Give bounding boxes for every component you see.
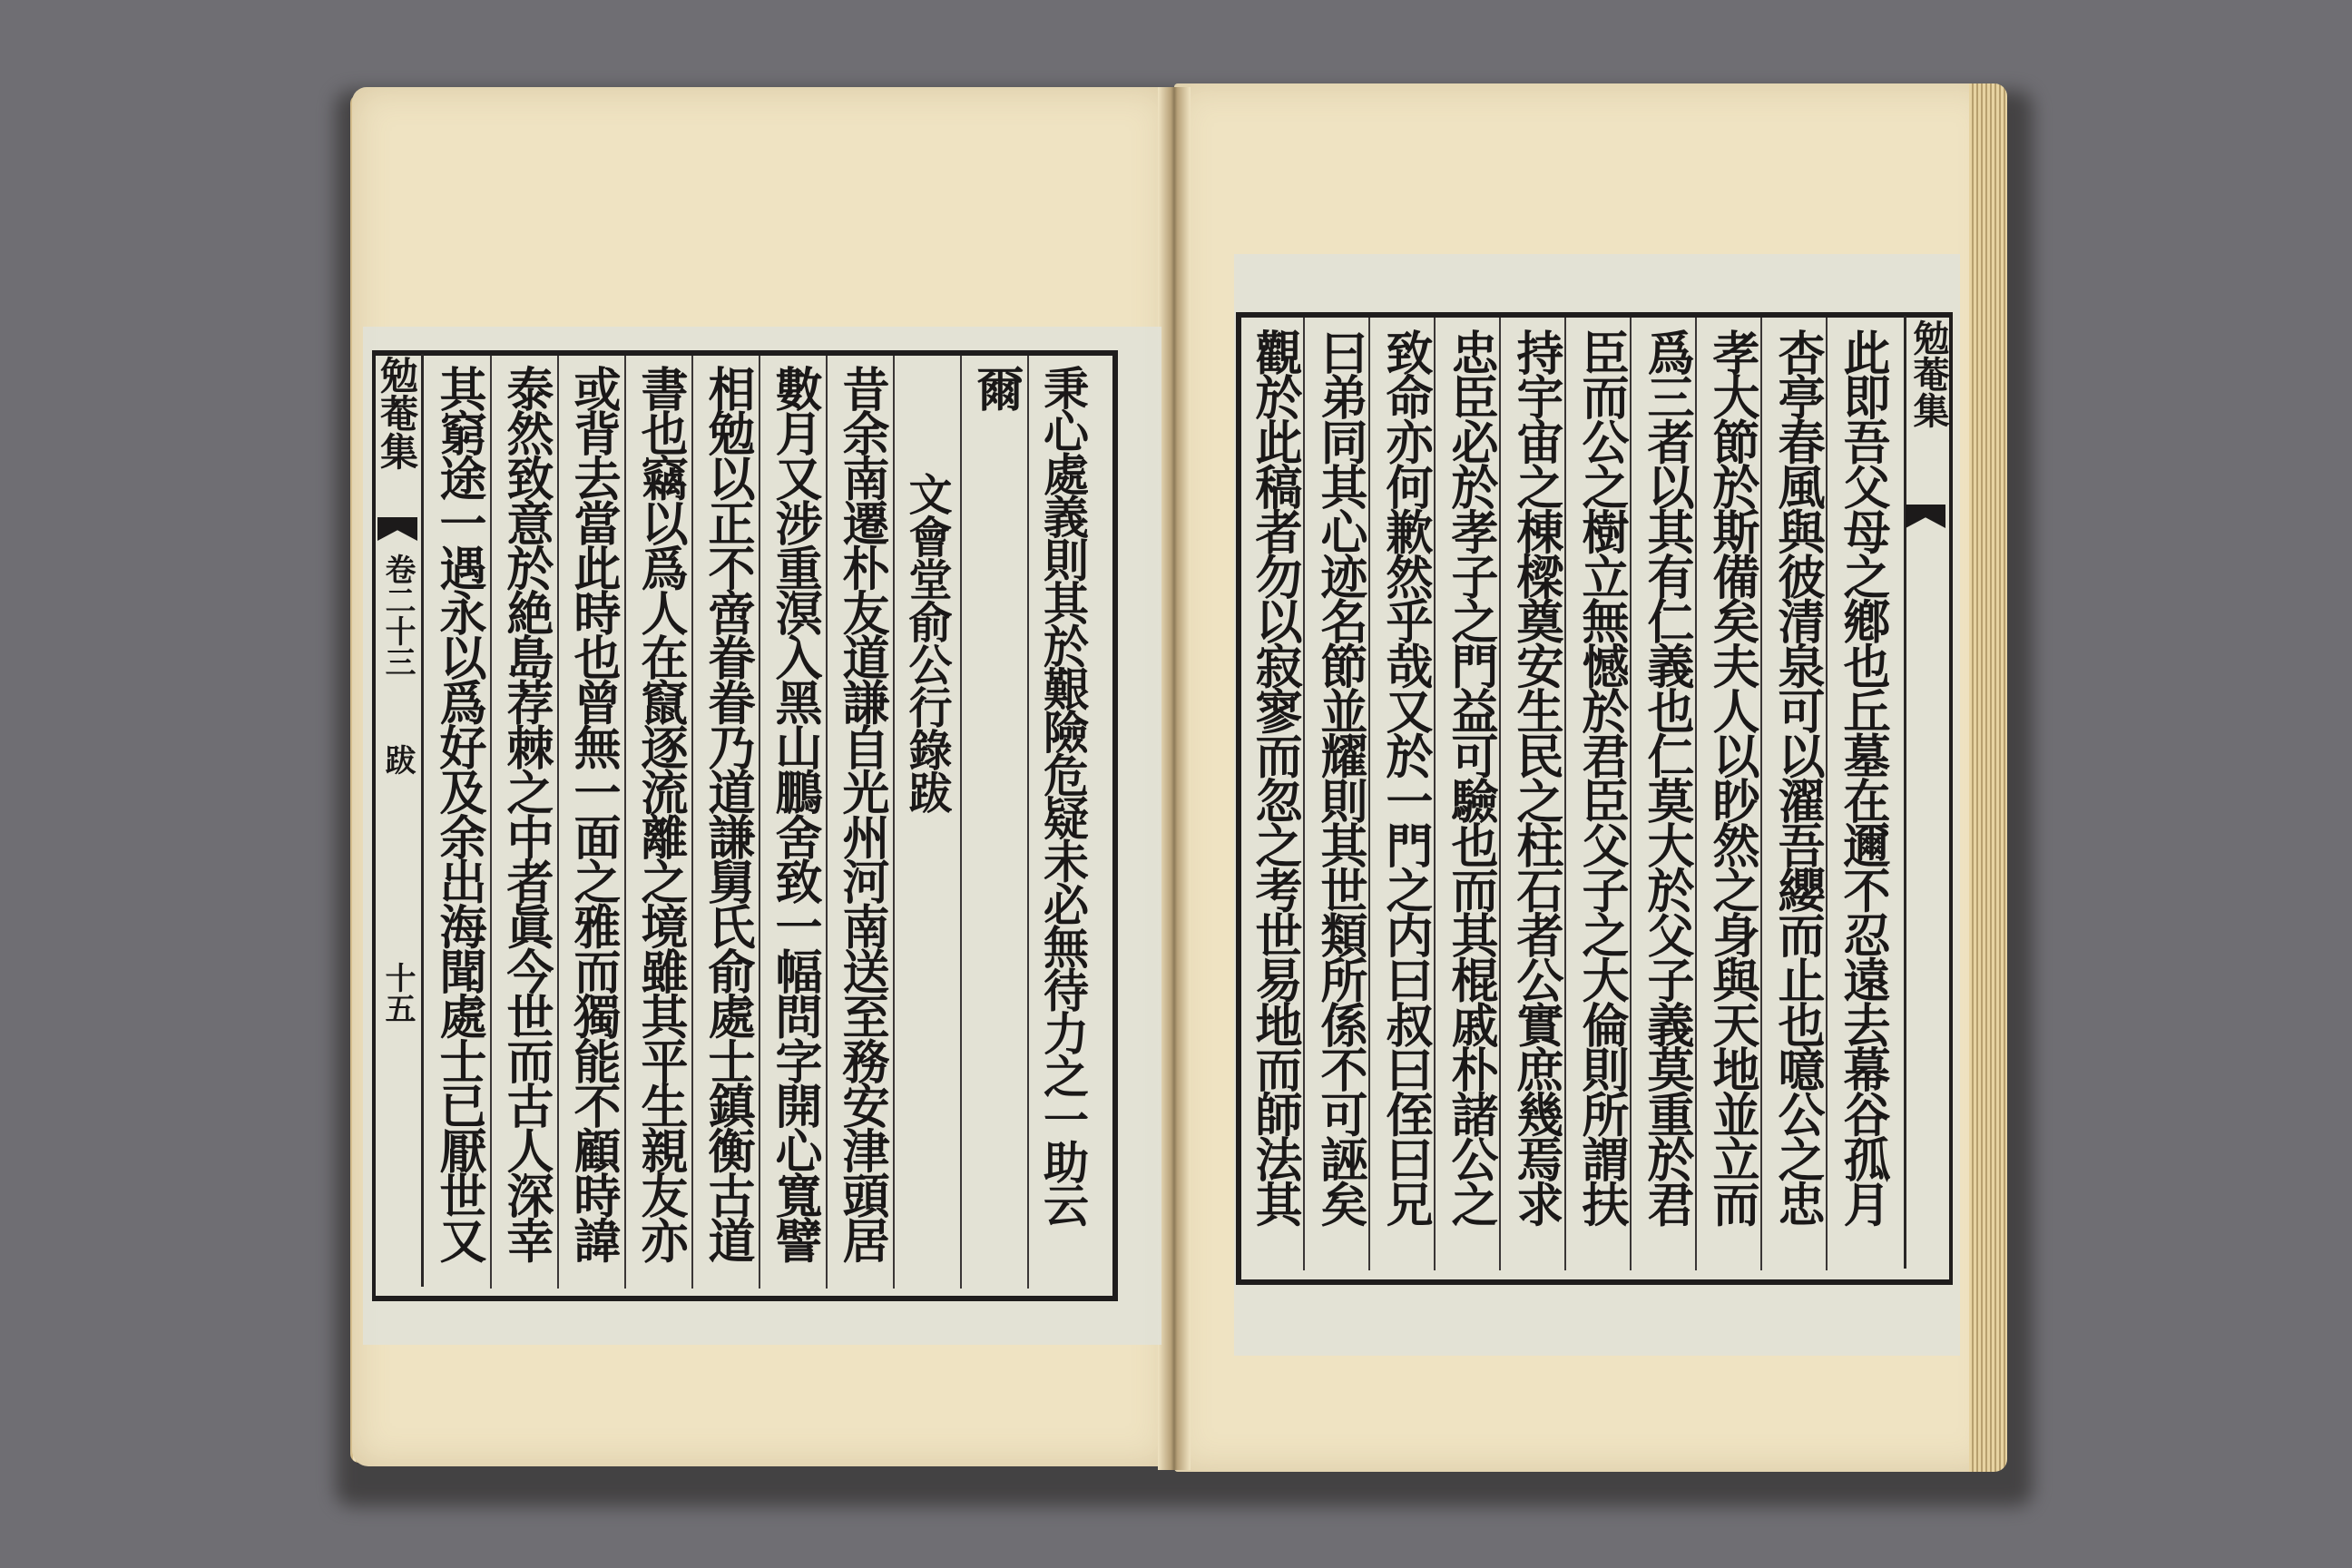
section-title: 文會堂俞公行錄跋	[901, 472, 952, 813]
text-column-6: 持宇宙之棟樑奠安生民之柱石者公實庶幾焉求	[1508, 328, 1563, 1226]
text-column-6: 相勉以正不啻眷眷乃道謙舅氏俞處士鎮衡古道	[700, 365, 755, 1262]
left-margin-leaf: 十五	[379, 962, 416, 1024]
column-rule	[1695, 318, 1697, 1270]
right-page-stack	[1969, 83, 2007, 1472]
text-column-2: 杏亭春風與彼清泉可以濯吾纓而止也噫公之忠	[1769, 328, 1825, 1226]
text-column-9: 泰然致意於絶島荐棘之中者眞今世而古人深幸	[498, 365, 554, 1262]
right-margin-title: 勉菴集	[1907, 319, 1950, 428]
text-column-1: 此即吾父母之鄕也丘墓在邇不忍遠去幕谷孤月	[1835, 328, 1890, 1226]
right-center-strip	[1904, 316, 1945, 1269]
column-rule	[557, 356, 559, 1289]
column-rule	[1564, 318, 1566, 1270]
text-column-8: 致命亦何歉然乎哉又於一門之内曰叔曰侄曰兄	[1377, 328, 1433, 1226]
text-column-5: 數月又涉重溟入黑山鵬舍致一幅問字開心寬譬	[767, 365, 822, 1262]
column-rule	[1630, 318, 1632, 1270]
text-column-3: 孝大節於斯備矣夫人以眇然之身與天地並立而	[1704, 328, 1759, 1226]
column-rule	[624, 356, 626, 1289]
book-gutter	[1158, 87, 1191, 1470]
column-rule	[1826, 318, 1828, 1270]
text-column-10: 其窮途一遇永以爲好及余出海聞處士已厭世又	[431, 365, 486, 1262]
text-column-2: 爾	[968, 365, 1024, 410]
column-rule	[1499, 318, 1501, 1270]
column-rule	[826, 356, 828, 1289]
left-margin-section: 跋	[379, 744, 416, 775]
text-column-4: 爲三者以其有仁義也仁莫大於父子義莫重於君	[1639, 328, 1694, 1226]
column-rule	[1368, 318, 1370, 1270]
text-column-4: 昔余南遷朴友道謙自光州河南送至務安津頭居	[834, 365, 889, 1262]
column-rule	[1303, 318, 1305, 1270]
column-rule	[759, 356, 760, 1289]
text-column-7: 忠臣必於孝子之門益可驗也而其棍戚朴諸公之	[1443, 328, 1498, 1226]
column-rule	[1027, 356, 1029, 1289]
text-column-9: 曰弟同其心迹名節並耀則其世類所係不可誣矣	[1312, 328, 1367, 1226]
column-rule	[960, 356, 962, 1289]
text-column-1: 秉心處義則其於艱險危疑未必無待力之一助云	[1036, 365, 1090, 1226]
column-rule	[490, 356, 492, 1289]
column-rule	[1760, 318, 1762, 1270]
left-center-strip	[374, 354, 424, 1287]
text-column-7: 書也竊以爲人在竄逐流離之境雖其平生親友亦	[632, 365, 688, 1262]
text-column-5: 臣而公之樹立無憾於君臣父子之大倫則所謂扶	[1573, 328, 1629, 1226]
left-margin-volume: 卷二十三	[379, 554, 416, 677]
column-rule	[691, 356, 693, 1289]
column-rule	[1434, 318, 1436, 1270]
left-margin-title: 勉菴集	[375, 356, 419, 470]
text-column-10: 觀於此稿者勿以寂寥而忽之考世易地而師法其	[1247, 328, 1302, 1226]
column-rule	[893, 356, 895, 1289]
text-column-8: 或背去當此時也曾無一面之雅而獨能不顧時諱	[565, 365, 621, 1262]
